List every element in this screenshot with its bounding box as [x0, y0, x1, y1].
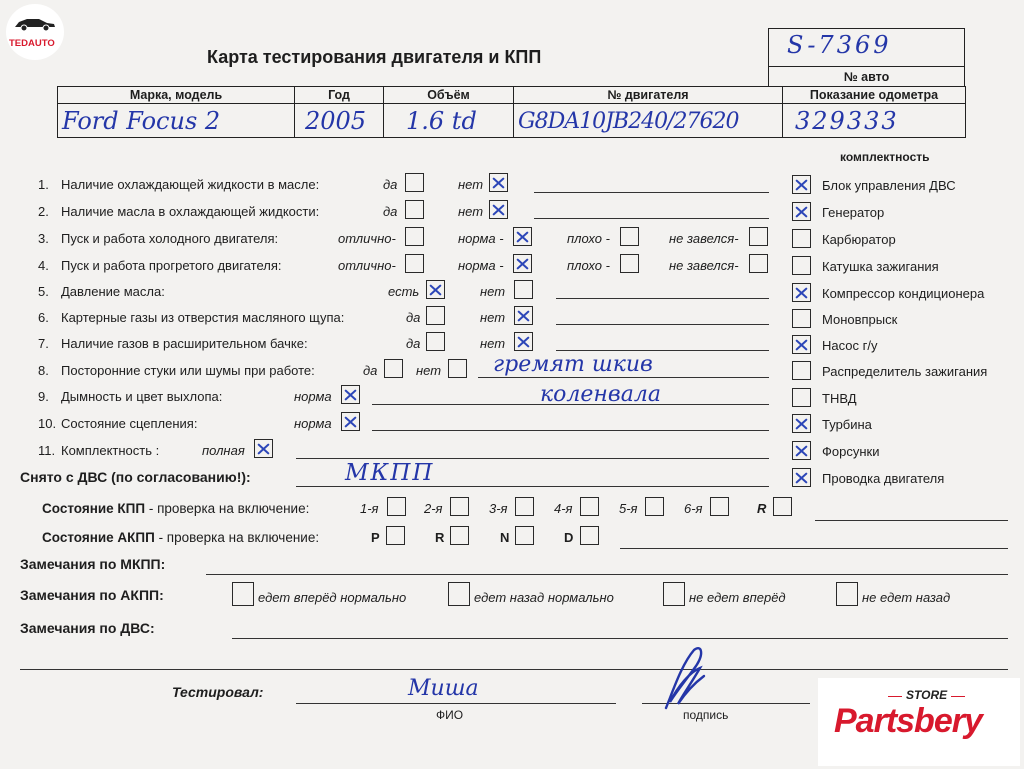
q2-num: 2.	[38, 204, 49, 219]
complect-checkbox-mono-injection[interactable]	[792, 309, 811, 328]
complect-label-ignition-coil: Катушка зажигания	[822, 259, 939, 274]
watermark-store: STORE	[906, 688, 948, 702]
q4-checkbox-nostart[interactable]	[749, 254, 768, 273]
q3-checkbox-bad[interactable]	[620, 227, 639, 246]
removed-label: Снято с ДВС (по согласованию!):	[20, 469, 251, 485]
complect-label-ac-compressor: Компрессор кондиционера	[822, 286, 985, 301]
complect-checkbox-ac-compressor[interactable]	[792, 283, 811, 302]
q3-opt-excellent: отлично-	[338, 231, 396, 246]
col-engine-no: № двигателя	[514, 87, 783, 104]
complect-checkbox-carburetor[interactable]	[792, 229, 811, 248]
q3-checkbox-nostart[interactable]	[749, 227, 768, 246]
auto-number-label: № авто	[769, 67, 965, 87]
q7-opt-no: нет	[480, 336, 506, 351]
kpp-gear-3-checkbox[interactable]	[515, 497, 534, 516]
akpp-label: Состояние АКПП - проверка на включение:	[42, 530, 320, 545]
kpp-gear-4-checkbox[interactable]	[580, 497, 599, 516]
remarks-dvs-label: Замечания по ДВС:	[20, 620, 155, 636]
q10-checkbox-normal[interactable]	[341, 412, 360, 431]
kpp-gear-r-label: R	[757, 501, 767, 516]
q4-checkbox-normal[interactable]	[513, 254, 532, 273]
q8-text: Посторонние стуки или шумы при работе:	[61, 363, 315, 378]
q9-opt-normal: норма	[294, 389, 332, 404]
logo-text: TEDAUTO	[9, 38, 55, 49]
akpp-remark-no-forward-label: не едет вперёд	[689, 590, 786, 605]
complect-label-ps-pump: Насос г/у	[822, 338, 878, 353]
kpp-gear-4-label: 4-я	[554, 501, 573, 516]
complect-checkbox-wiring[interactable]	[792, 468, 811, 487]
akpp-gear-r-checkbox[interactable]	[450, 526, 469, 545]
complect-checkbox-ps-pump[interactable]	[792, 335, 811, 354]
q5-opt-no: нет	[480, 284, 506, 299]
remarks-mkpp-line	[206, 574, 1008, 575]
q2-text: Наличие масла в охлаждающей жидкости:	[61, 204, 320, 219]
col-model: Марка, модель	[58, 87, 295, 104]
watermark-rule-right	[951, 696, 965, 697]
remarks-dvs-line-2	[20, 669, 1008, 670]
akpp-gear-p-label: P	[371, 530, 380, 545]
q8-opt-yes: да	[363, 363, 378, 378]
complect-checkbox-distributor[interactable]	[792, 361, 811, 380]
q9-num: 9.	[38, 389, 49, 404]
q6-checkbox-yes[interactable]	[426, 306, 445, 325]
complect-label-distributor: Распределитель зажигания	[822, 364, 988, 379]
q4-opt-nostart: не завелся-	[669, 258, 739, 273]
col-volume: Объём	[384, 87, 514, 104]
kpp-gear-r-checkbox[interactable]	[773, 497, 792, 516]
akpp-remark-no-forward-checkbox[interactable]	[663, 582, 685, 606]
q4-text: Пуск и работа прогретого двигателя:	[61, 258, 282, 273]
q8-num: 8.	[38, 363, 49, 378]
col-year: Год	[295, 87, 384, 104]
q10-comment-line	[372, 430, 769, 431]
kpp-gear-1-checkbox[interactable]	[387, 497, 406, 516]
q4-opt-excellent: отлично-	[338, 258, 396, 273]
q8-comment-line	[478, 377, 769, 378]
akpp-remark-backward-ok-checkbox[interactable]	[448, 582, 470, 606]
q4-num: 4.	[38, 258, 49, 273]
complect-label-mono-injection: Моновпрыск	[822, 312, 898, 327]
q9-text: Дымность и цвет выхлопа:	[61, 389, 223, 404]
akpp-gear-d-label: D	[564, 530, 574, 545]
akpp-remark-forward-ok-label: едет вперёд нормально	[258, 590, 407, 605]
q8-opt-no: нет	[416, 363, 442, 378]
q3-opt-nostart: не завелся-	[669, 231, 739, 246]
q3-opt-bad: плохо -	[567, 231, 610, 246]
q8-note-line1: гремят шкив	[493, 352, 653, 377]
q11-text: Комплектность :	[61, 443, 160, 458]
value-engine-no: G8DA10JB240/27620	[518, 109, 739, 134]
q4-opt-normal: норма -	[458, 258, 504, 273]
q8-note-line2: коленвала	[540, 382, 661, 407]
remarks-mkpp-label: Замечания по МКПП:	[20, 556, 166, 572]
complect-label-ecu: Блок управления ДВС	[822, 178, 956, 193]
q10-num: 10.	[38, 416, 57, 431]
tester-name: Миша	[408, 676, 479, 701]
q5-num: 5.	[38, 284, 49, 299]
tested-by-label: Тестировал:	[172, 684, 264, 700]
complect-checkbox-ecu[interactable]	[792, 175, 811, 194]
q7-comment-line	[556, 350, 769, 351]
q8-checkbox-no[interactable]	[448, 359, 467, 378]
removed-value: МКПП	[345, 460, 435, 486]
akpp-remark-no-backward-checkbox[interactable]	[836, 582, 858, 606]
complect-checkbox-fuel-pump[interactable]	[792, 388, 811, 407]
q1-num: 1.	[38, 177, 49, 192]
akpp-gear-d-checkbox[interactable]	[580, 526, 599, 545]
q1-opt-no: нет	[458, 177, 484, 192]
q7-checkbox-no[interactable]	[514, 332, 533, 351]
vehicle-header-table	[57, 86, 966, 138]
q3-text: Пуск и работа холодного двигателя:	[61, 231, 279, 246]
q11-opt-full: полная	[202, 443, 245, 458]
remarks-dvs-line	[232, 638, 1008, 639]
q7-text: Наличие газов в расширительном бачке:	[61, 336, 308, 351]
q7-checkbox-yes[interactable]	[426, 332, 445, 351]
q5-text: Давление масла:	[61, 284, 165, 299]
auto-number-value: S-7369	[787, 31, 892, 59]
q1-text: Наличие охлаждающей жидкости в масле:	[61, 177, 320, 192]
form-title: Карта тестирования двигателя и КПП	[207, 47, 542, 67]
q3-opt-normal: норма -	[458, 231, 504, 246]
q1-checkbox-no[interactable]	[489, 173, 508, 192]
q3-checkbox-normal[interactable]	[513, 227, 532, 246]
watermark-brand: Partsbery	[834, 702, 982, 740]
q11-checkbox-full[interactable]	[254, 439, 273, 458]
q1-checkbox-yes[interactable]	[405, 173, 424, 192]
value-volume: 1.6 td	[406, 107, 477, 135]
akpp-remark-forward-ok-checkbox[interactable]	[232, 582, 254, 606]
q7-opt-yes: да	[406, 336, 421, 351]
q3-num: 3.	[38, 231, 49, 246]
q8-checkbox-yes[interactable]	[384, 359, 403, 378]
kpp-label: Состояние КПП - проверка на включение:	[42, 501, 310, 516]
q11-num: 11.	[38, 443, 56, 458]
akpp-remark-no-backward-label: не едет назад	[862, 590, 951, 605]
q6-comment-line	[556, 324, 769, 325]
q5-checkbox-no[interactable]	[514, 280, 533, 299]
q11-comment-line	[296, 458, 769, 459]
kpp-comment-line	[815, 520, 1008, 521]
kpp-gear-6-checkbox[interactable]	[710, 497, 729, 516]
q6-checkbox-no[interactable]	[514, 306, 533, 325]
partsbery-watermark	[818, 678, 1020, 766]
kpp-gear-5-label: 5-я	[619, 501, 638, 516]
complect-label-injectors: Форсунки	[822, 444, 880, 459]
kpp-gear-1-label: 1-я	[360, 501, 379, 516]
removed-line	[296, 486, 769, 487]
q2-comment-line	[534, 218, 769, 219]
remarks-akpp-label: Замечания по АКПП:	[20, 587, 164, 603]
complect-label-fuel-pump: ТНВД	[822, 391, 857, 406]
complect-checkbox-ignition-coil[interactable]	[792, 256, 811, 275]
q5-opt-yes: есть	[388, 284, 420, 299]
kpp-gear-6-label: 6-я	[684, 501, 703, 516]
car-icon	[13, 14, 57, 32]
signature-caption: подпись	[683, 708, 729, 722]
kpp-gear-2-label: 2-я	[424, 501, 443, 516]
complect-checkbox-injectors[interactable]	[792, 441, 811, 460]
q1-opt-yes: да	[383, 177, 398, 192]
tedauto-logo	[6, 4, 64, 60]
kpp-gear-3-label: 3-я	[489, 501, 508, 516]
auto-number-box	[768, 28, 965, 87]
tester-name-line	[296, 703, 616, 704]
akpp-gear-p-checkbox[interactable]	[386, 526, 405, 545]
complect-label-carburetor: Карбюратор	[822, 232, 896, 247]
q2-checkbox-yes[interactable]	[405, 200, 424, 219]
q4-checkbox-bad[interactable]	[620, 254, 639, 273]
col-odometer: Показание одометра	[783, 87, 966, 104]
q2-opt-no: нет	[458, 204, 484, 219]
complect-checkbox-turbo[interactable]	[792, 414, 811, 433]
q10-opt-normal: норма	[294, 416, 332, 431]
q6-opt-yes: да	[406, 310, 421, 325]
q5-comment-line	[556, 298, 769, 299]
akpp-gear-n-label: N	[500, 530, 510, 545]
q7-num: 7.	[38, 336, 49, 351]
complect-title: комплектность	[840, 150, 930, 164]
q10-text: Состояние сцепления:	[61, 416, 198, 431]
kpp-gear-2-checkbox[interactable]	[450, 497, 469, 516]
q1-comment-line	[534, 192, 769, 193]
watermark-rule-left	[888, 696, 902, 697]
q4-opt-bad: плохо -	[567, 258, 610, 273]
q6-num: 6.	[38, 310, 49, 325]
q6-opt-no: нет	[480, 310, 506, 325]
signature-scribble	[656, 642, 716, 714]
value-year: 2005	[305, 107, 367, 135]
q4-checkbox-excellent[interactable]	[405, 254, 424, 273]
q5-checkbox-yes[interactable]	[426, 280, 445, 299]
q2-opt-yes: да	[383, 204, 398, 219]
akpp-remark-backward-ok-label: едет назад нормально	[474, 590, 614, 605]
q2-checkbox-no[interactable]	[489, 200, 508, 219]
complect-label-wiring: Проводка двигателя	[822, 471, 945, 486]
fio-caption: ФИО	[436, 708, 464, 722]
value-model: Ford Focus 2	[62, 107, 221, 135]
complect-label-generator: Генератор	[822, 205, 885, 220]
akpp-gear-r-label: R	[435, 530, 445, 545]
akpp-gear-n-checkbox[interactable]	[515, 526, 534, 545]
q9-checkbox-normal[interactable]	[341, 385, 360, 404]
q3-checkbox-excellent[interactable]	[405, 227, 424, 246]
value-odometer: 329333	[795, 107, 899, 135]
akpp-comment-line	[620, 548, 1008, 549]
complect-checkbox-generator[interactable]	[792, 202, 811, 221]
complect-label-turbo: Турбина	[822, 417, 872, 432]
q6-text: Картерные газы из отверстия масляного щупа:	[61, 310, 345, 325]
kpp-gear-5-checkbox[interactable]	[645, 497, 664, 516]
